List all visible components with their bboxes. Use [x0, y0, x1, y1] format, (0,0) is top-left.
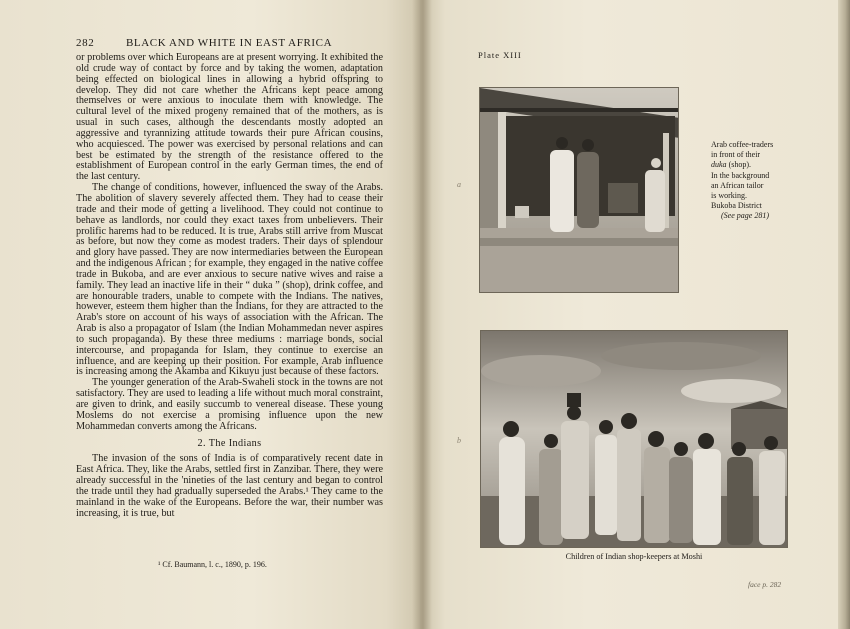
page-edge — [838, 0, 850, 629]
paragraph-2: The change of conditions, however, influenced the sway of the Arabs. The abolition of slavery severely affected them. They had to cease their trade and their mode of getting a livelihood. They could not continue to behave as landlords, nor could they exact taxes from unbelievers. Their prolific harems had to be reduced. It is true, Arabs still arrive from Muscat as before, but now they come as modest traders. Their days of splendour and glory have passed. They are now intermediaries between the European and the indigenous African ; for example, they engaged in the native coffee trade in Bukoba, and are ever anxious to secure native wives and raise a family. They lead an inactive life in their “ duka ” (shop), drink coffee, and are honourable traders, unable to compete with the Indians. The natives, however, esteem them higher than the Indians, for they are attracted to the Arab's store on account of his ways of association with the African. The Arab is also a propagator of Islam (the Indian Mohammedan never aspires to such propaganda). By these three mediums : marriage bonds, social intercourse, and propaganda for Islam, they continue to exercise an influence, and are keeping up their position. For example, Arab influence is increasing among the Akamba and Kikuyu just because of these factors. — [76, 182, 383, 378]
caption-a-shop: (shop). — [726, 160, 752, 170]
caption-b: Children of Indian shop-keepers at Moshi — [565, 552, 703, 561]
caption-a-line: Arab coffee-traders — [711, 140, 774, 149]
plate-label: Plate XIII — [478, 50, 522, 60]
running-title: BLACK AND WHITE IN EAST AFRICA — [126, 37, 333, 49]
caption-a-line: Bukoba District — [711, 201, 762, 211]
footnote: ¹ Cf. Baumann, l. c., 1890, p. 196. — [158, 560, 267, 569]
page-number: 282 — [76, 37, 95, 49]
caption-a-line — [711, 160, 811, 170]
caption-a-line: in front of their — [711, 150, 761, 160]
caption-a-line: In the background — [711, 170, 770, 180]
caption-a-line: is working. — [711, 191, 747, 201]
face-page-note: face p. 282 — [748, 580, 782, 589]
caption-a — [711, 140, 811, 222]
photo-arab-coffee-traders — [479, 87, 679, 293]
photo-indian-children — [480, 330, 788, 548]
caption-a-line: an African tailor — [711, 180, 764, 190]
caption-a-page-ref: (See page 281) — [721, 211, 769, 221]
paragraph-3: The younger generation of the Arab-Swaheli stock in the towns are not satisfactory. They are used to leading a life without much moral constraint, are given to drink, and easily succumb to venereal disease. These young Moslems do not exercise a promising influence upon the new Mohammedan converts among the Africans. — [76, 377, 383, 432]
section-paragraph: The invasion of the sons of India is of comparatively recent date in East Africa. They, like the Arabs, settled first in Zanzibar. There, they were already successful in the 'nineties of the last century and began to control the trade until they had gradually superseded the Arabs.¹ They came to the mainland in the wake of the Europeans. Before the war, their number was increasing, it is true, but — [76, 453, 383, 519]
figure-letter-b: b — [457, 436, 461, 445]
paragraph-1: or problems over which Europeans are at present worrying. It exhibited the old crude way of contact by force and by taking the women, adaptation being effected on biological lines in allowing a hybrid offspring to develop. They did not care whether the Africans kept peace among themselves or were anxious to inoculate them with knowledge. The cultural level of the mixed progeny remained that of the mothers, as is usual in such cases, although the descendants mostly adopted an aggressive and tyrannizing attitude towards their pure African cousins, who acquiesced. The power was exercised by personal relations and can best be estimated by the strength of the resistance offered to the establishment of European control in the early German times, the end of the last century. — [76, 52, 383, 183]
figure-letter-a: a — [457, 180, 461, 189]
section-heading: 2. The Indians — [197, 437, 262, 449]
body-text — [76, 53, 383, 519]
caption-a-duka: duka — [711, 160, 727, 170]
book-gutter — [412, 0, 432, 629]
